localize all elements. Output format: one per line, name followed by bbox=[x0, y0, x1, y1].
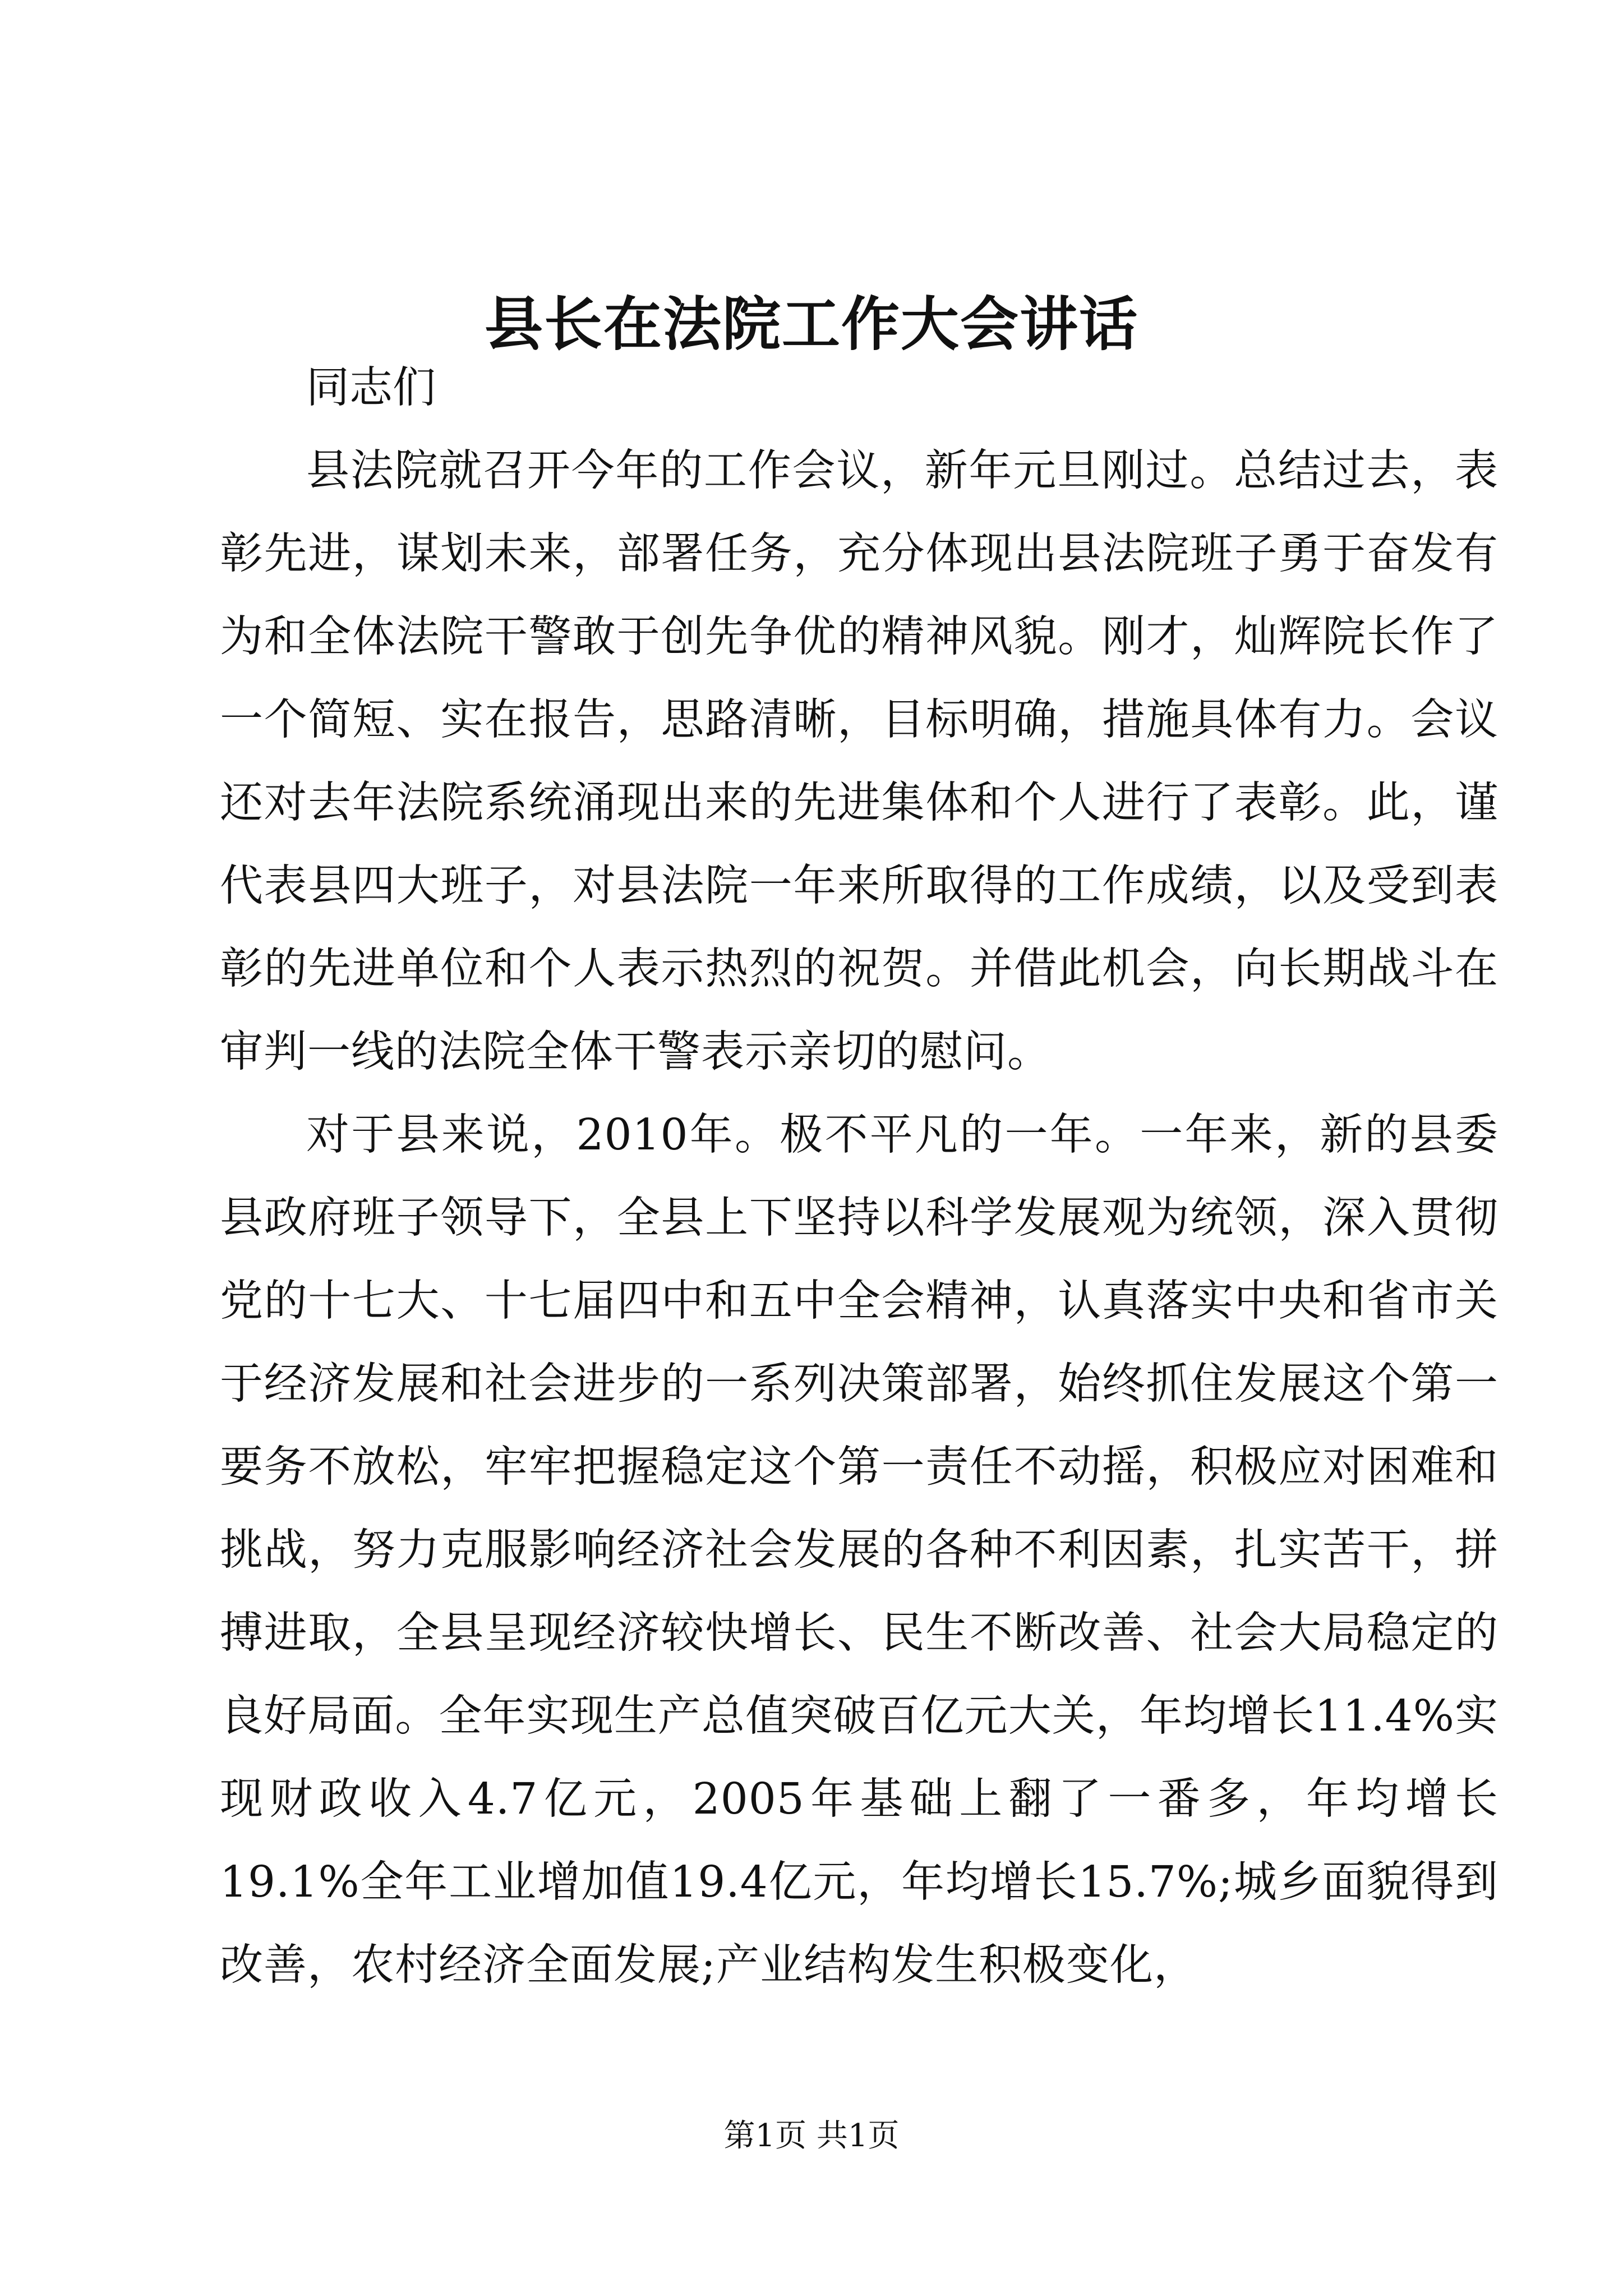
salutation: 同志们 bbox=[306, 363, 436, 413]
page-footer: 第1页 共1页 bbox=[723, 2118, 900, 2154]
document-title: 县长在法院工作大会讲话 bbox=[484, 289, 1138, 358]
paragraph-1: 县法院就召开今年的工作会议，新年元旦刚过。总结过去，表彰先进，谋划未来，部署任务，充分体现出县法院班子勇于奋发有为和全体法院干警敢于创先争优的精神风貌。刚才，灿辉院长作了一个简短、实在报告，思路清晰，目标明确，措施具体有力。会议还对去年法院系统涌现出来的先进集体和个人进行了表彰。此，谨代表县四大班子，对县法院一年来所取得的工作成绩，以及受到表彰的先进单位和个人表示热烈的祝贺。并借此机会，向长期战斗在审判一线的法院全体干警表示亲切的慰问。 bbox=[220, 446, 1498, 1077]
document-body bbox=[220, 347, 1498, 2007]
paragraph-2: 对于县来说，2010年。极不平凡的一年。一年来，新的县委县政府班子领导下，全县上下坚持以科学发展观为统领，深入贯彻党的十七大、十七届四中和五中全会精神，认真落实中央和省市关于经济发展和社会进步的一系列决策部署，始终抓住发展这个第一要务不放松，牢牢把握稳定这个第一责任不动摇，积极应对困难和挑战，努力克服影响经济社会发展的各种不利因素，扎实苦干，拼搏进取，全县呈现经济较快增长、民生不断改善、社会大局稳定的良好局面。全年实现生产总值突破百亿元大关，年均增长11.4%实现财政收入4.7亿元，2005年基础上翻了一番多，年均增长19.1%全年工业增加值19.4亿元，年均增长15.7%;城乡面貌得到改善，农村经济全面发展;产业结构发生积极变化， bbox=[220, 1110, 1498, 1990]
